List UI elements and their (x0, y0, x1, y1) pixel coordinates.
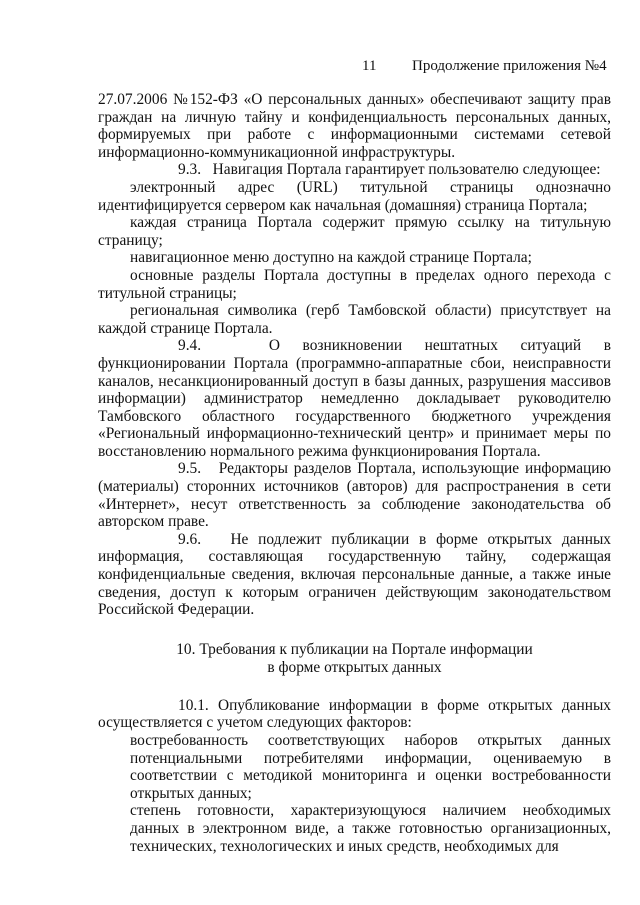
clause-number: 9.4. (178, 337, 202, 355)
clause-text: Не подлежит публикации в форме открытых данных информация, составляющая государственную тайну, содержащая конфиденциальные сведения, включая персональные данные, а также иные сведения, доступ к которым ограничен действующим законодательством Российской Федерации. (98, 530, 611, 619)
clause-text: Навигация Портала гарантирует пользователю следующее: (212, 161, 601, 179)
clause-9-6 (98, 531, 611, 619)
list-item: основные разделы Портала доступны в пределах одного перехода с титульной страницы; (98, 266, 611, 302)
appendix-continuation-label: Продолжение приложения №4 (412, 58, 607, 74)
list-item: региональная символика (герб Тамбовской области) присутствует на каждой странице Портала. (98, 302, 611, 337)
clause-text: Опубликование информации в форме открытых данных осуществляется с учетом следующих факторов: (98, 696, 611, 732)
list-item: востребованность соответствующих наборов открытых данных потенциальными потребителями информации, оцениваемую в соответствии с методикой мониторинга и оценки востребованности открытых данных; (130, 732, 611, 802)
list-item: навигационное меню доступно на каждой странице Портала; (130, 249, 532, 267)
clause-text: О возникновении нештатных ситуаций в функционировании Портала (программно-аппаратные сбои, неисправности каналов, несанкционированный доступ в базы данных, разрушения массивов информации) администратор немедленно докладывает руководителю Тамбовского областного государственного бюджетного учреждения «Региональный информационно-технический центр» и принимает меры по восстановлению нормального режима функционирования Портала. (98, 337, 611, 460)
heading-line: 10. Требования к публикации на Портале информации (176, 640, 533, 658)
page-header (0, 58, 640, 80)
intro-paragraph: 27.07.2006 №152-ФЗ «О персональных данных» обеспечивают защиту прав граждан на личную тайну и конфиденциальность персональных данных, формируемых при работе с информационными системами сетевой информационно-коммуникационной инфраструктуры. (98, 91, 611, 161)
clause-text: Редакторы разделов Портала, использующие информацию (материалы) сторонних источников (авторов) для распространения в сети «Интернет», несут ответственность за соблюдение законодательства об авторском праве. (98, 460, 611, 531)
clause-9-5 (98, 460, 611, 530)
clause-number: 9.6. (178, 530, 202, 548)
clause-10-1 (98, 697, 611, 732)
document-body (98, 91, 611, 855)
clause-number: 10.1. (178, 696, 209, 714)
page-number: 11 (362, 58, 377, 74)
list-item: электронный адрес (URL) титульной страницы однозначно идентифицируется сервером как начальная (домашняя) страница Портала; (98, 178, 611, 214)
clause-9-3 (98, 161, 611, 179)
list-item: каждая страница Портала содержит прямую ссылку на титульную страницу; (98, 214, 611, 249)
heading-line: в форме открытых данных (267, 658, 442, 676)
list-item: степень готовности, характеризующуюся наличием необходимых данных в электронном виде, а также готовностью организационных, технических, технологических и иных средств, необходимых для (130, 802, 611, 855)
clause-9-4 (98, 337, 611, 460)
section-10-heading (98, 641, 611, 677)
clause-number: 9.3. (178, 161, 202, 179)
clause-number: 9.5. (178, 460, 202, 478)
